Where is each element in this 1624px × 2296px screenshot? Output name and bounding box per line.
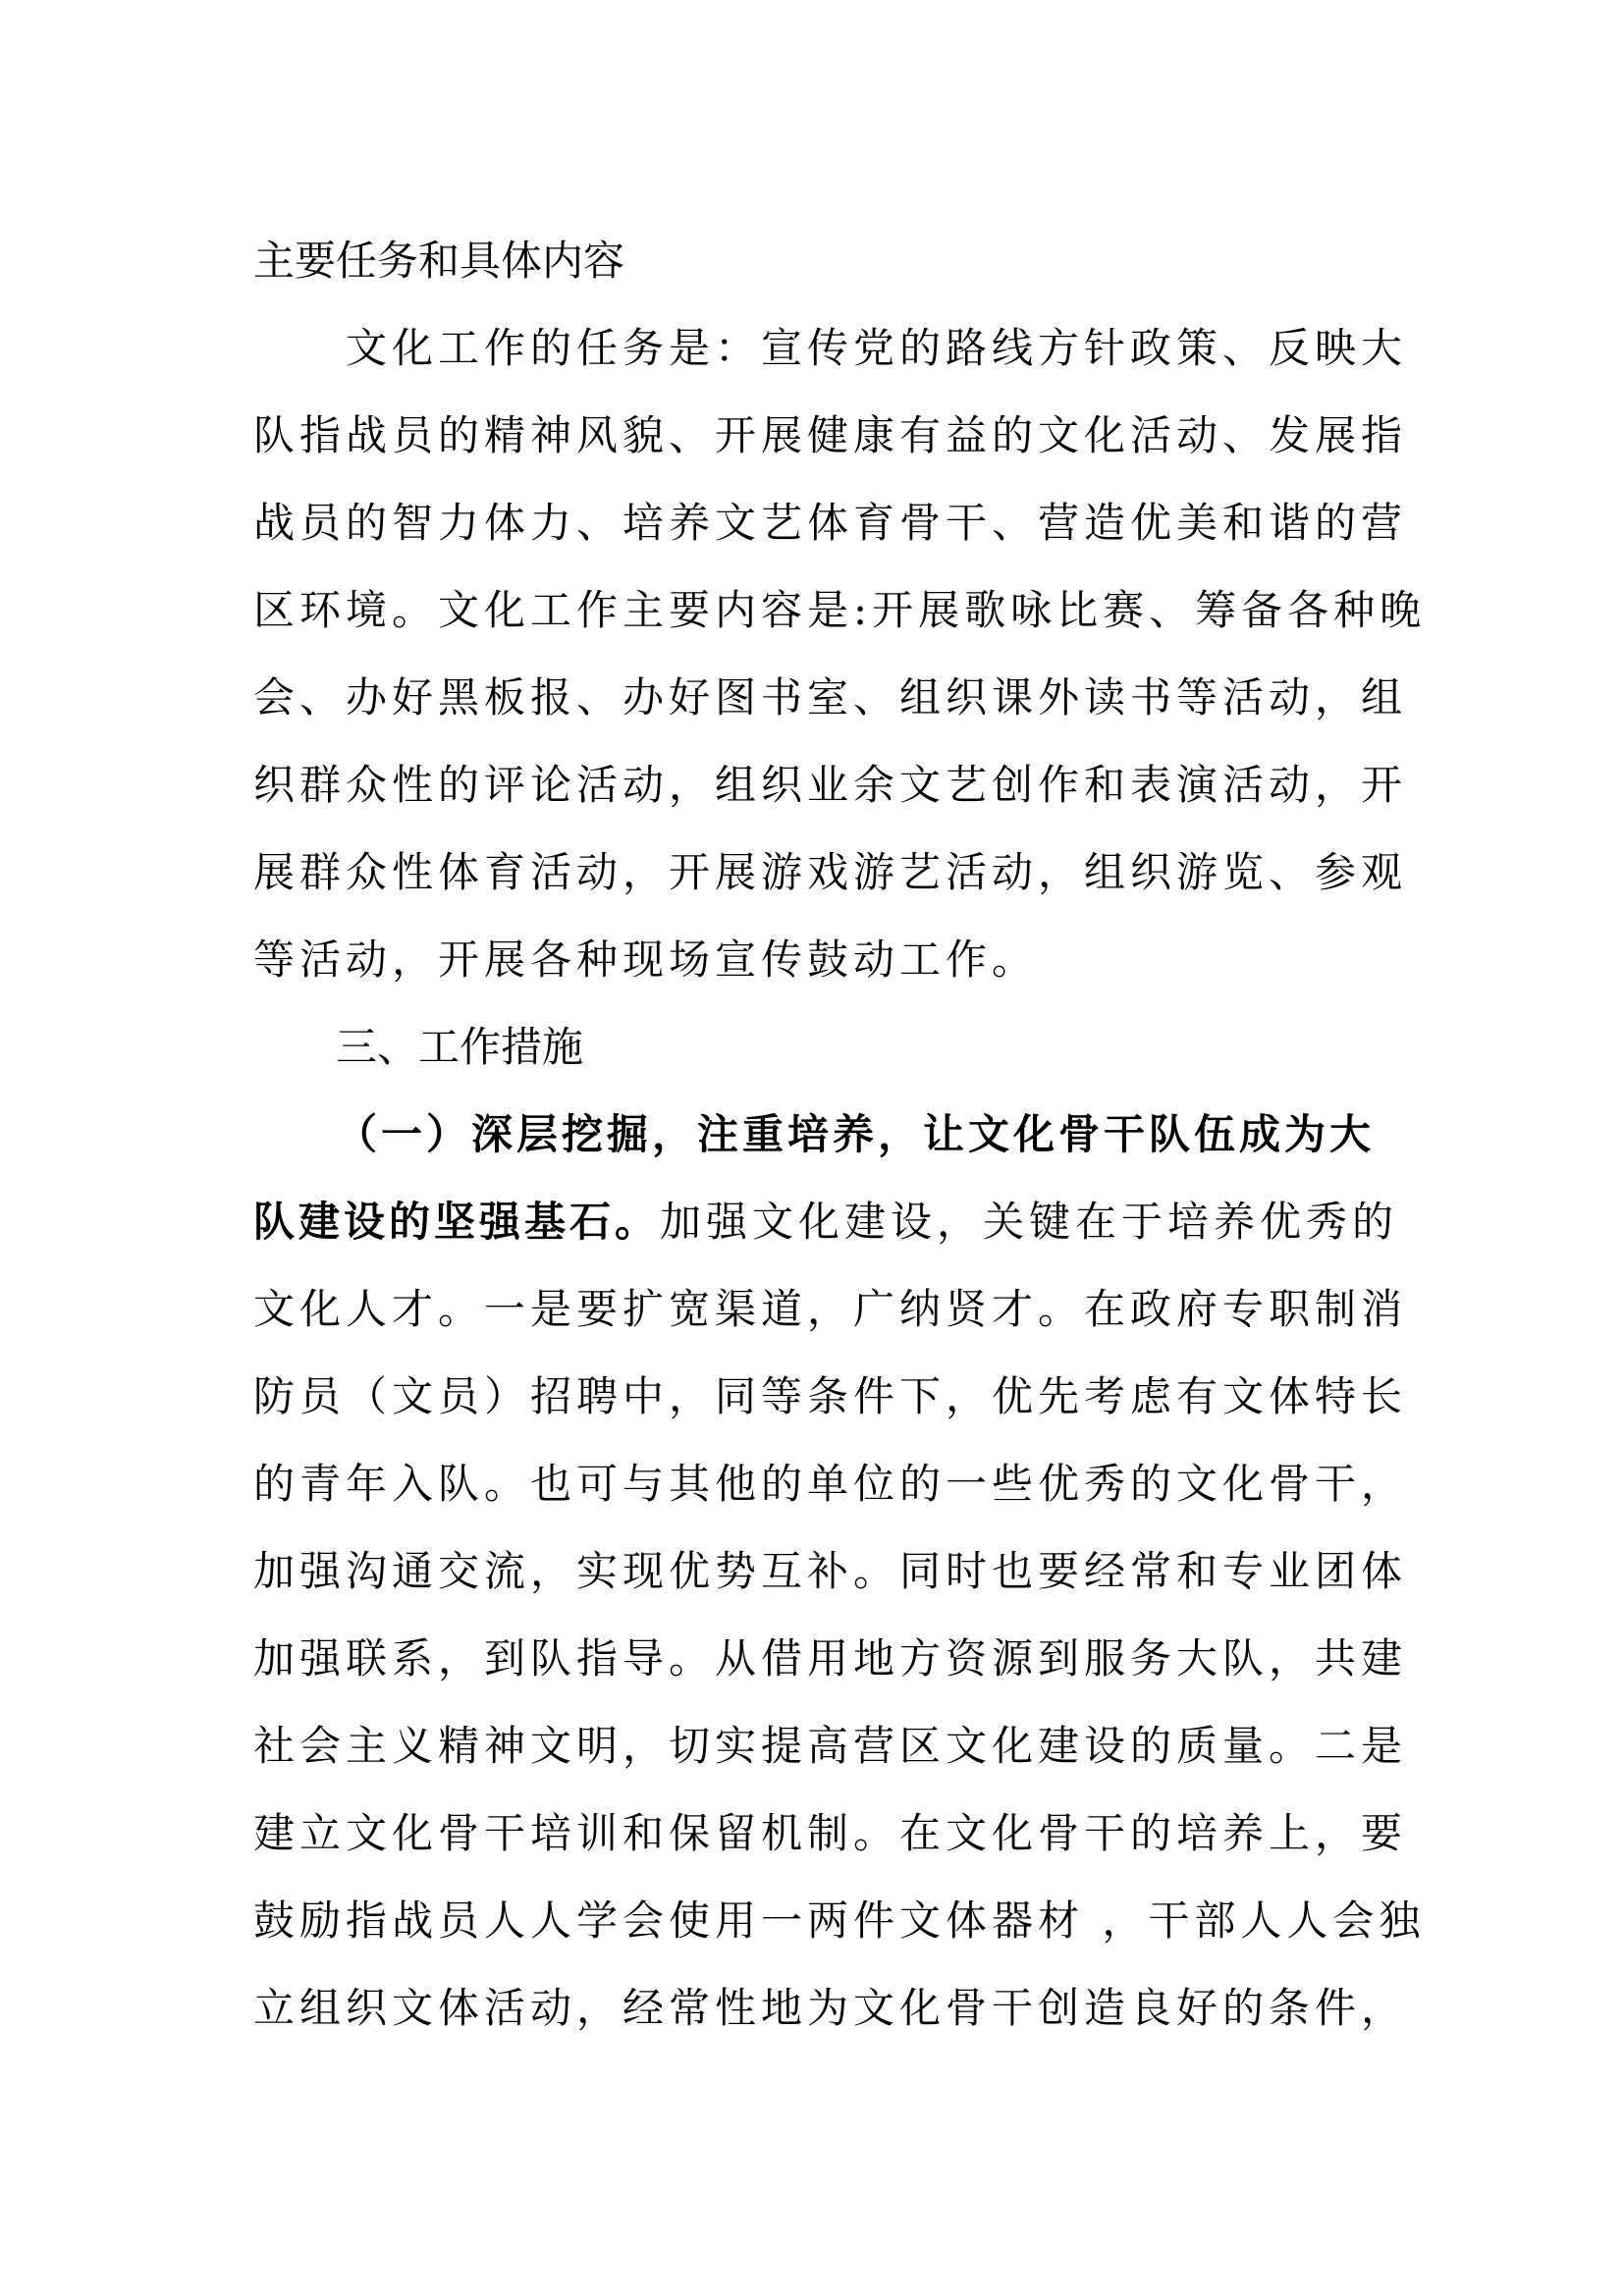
subsection-lead-line xyxy=(253,1091,1384,1178)
subsection-lead-title-end: 队建设的坚强基石。 xyxy=(253,1198,661,1246)
paragraph-line: 会、办好黑板报、办好图书室、组织课外读书等活动，组 xyxy=(253,673,1408,721)
document-body xyxy=(253,218,1427,2052)
paragraph-line: 加强沟通交流，实现优势互补。同时也要经常和专业团体 xyxy=(253,1547,1408,1595)
measures-paragraph xyxy=(253,1091,1426,2052)
paragraph-line: 的青年入队。也可与其他的单位的一些优秀的文化骨干， xyxy=(253,1460,1408,1508)
paragraph-line xyxy=(253,1178,1399,1265)
paragraph-line: 区环境。文化工作主要内容是:开展歌咏比赛、筹备各种晚 xyxy=(253,586,1427,634)
paragraph-line: 织群众性的评论活动，组织业余文艺创作和表演活动，开 xyxy=(253,761,1408,809)
paragraph-line: 文化工作的任务是：宣传党的路线方针政策、反映大 xyxy=(346,324,1408,372)
subsection-lead-title: （一）深层挖掘，注重培养，让文化骨干队伍成为大 xyxy=(336,1110,1376,1158)
paragraph-text: 加强文化建设，关键在于培养优秀的 xyxy=(660,1198,1399,1246)
paragraph-line: 展群众性体育活动，开展游戏游艺活动，组织游览、参观 xyxy=(253,848,1408,896)
section-title: 三、工作措施 xyxy=(336,1023,584,1071)
paragraph-line: 立组织文体活动，经常性地为文化骨干创造良好的条件， xyxy=(253,1984,1408,2032)
paragraph-line: 加强联系，到队指导。从借用地方资源到服务大队，共建 xyxy=(253,1634,1408,1682)
paragraph-line: 队指战员的精神风貌、开展健康有益的文化活动、发展指 xyxy=(253,411,1408,459)
paragraph-line: 战员的智力体力、培养文艺体育骨干、营造优美和谐的营 xyxy=(253,499,1408,547)
paragraph-line: 等活动，开展各种现场宣传鼓动工作。 xyxy=(253,935,1039,984)
task-content-paragraph xyxy=(253,304,1427,1003)
paragraph-line: 文化人才。一是要扩宽渠道，广纳贤才。在政府专职制消 xyxy=(253,1285,1408,1333)
paragraph-line: 建立文化骨干培训和保留机制。在文化骨干的培养上，要 xyxy=(253,1809,1408,1857)
section-heading: 主要任务和具体内容 xyxy=(253,237,625,285)
paragraph-line: 防员（文员）招聘中，同等条件下，优先考虑有文体特长 xyxy=(253,1372,1408,1420)
paragraph-line: 鼓励指战员人人学会使用一两件文体器材 ，干部人人会独 xyxy=(253,1896,1426,1945)
paragraph-line: 社会主义精神文明，切实提高营区文化建设的质量。二是 xyxy=(253,1722,1408,1770)
